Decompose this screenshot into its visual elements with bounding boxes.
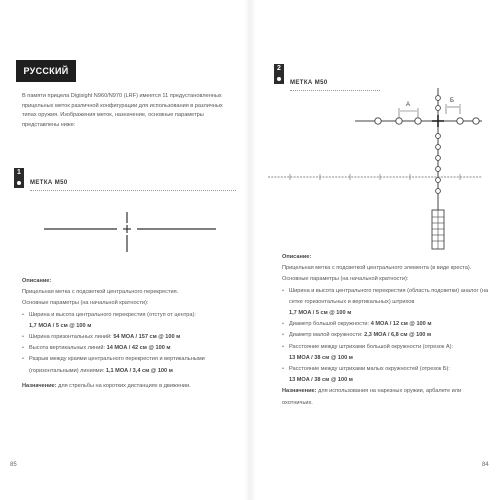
params-heading: Основные параметры (на начальной кратности): — [22, 300, 149, 307]
dimension-b-label: Б — [450, 98, 454, 104]
param-item: • Ширина горизонтальных линий: 54 MOA / 157 см @ 100 м — [22, 332, 240, 343]
page-number-left: 85 — [10, 462, 17, 468]
purpose-line — [22, 381, 240, 392]
param-item: • Расстояние между штрихами большой окружности (отрезок А): — [282, 342, 492, 353]
purpose-text: для использования на нарезных оружии, арбалете или охотничьих. — [282, 388, 462, 406]
description-heading: Описание: — [22, 278, 52, 284]
section-1-marker — [14, 168, 24, 188]
reticle-1-diagram — [40, 200, 230, 270]
description-line: Прицельная метка с подсветкой центрального перекрестия. — [22, 289, 179, 296]
purpose-label: Назначение: — [282, 388, 317, 395]
section-1-title: МЕТКА M50 — [30, 180, 68, 186]
section-1-number: 1 — [17, 169, 21, 176]
param-value: 13 MOA / 38 см @ 100 м — [289, 354, 353, 361]
reticle-2-diagram — [260, 80, 485, 255]
reticle-2-ladder-box — [432, 210, 444, 249]
param-item: • Высота вертикальных линий: 14 MOA / 42 см @ 100 м — [22, 343, 240, 354]
description-heading: Описание: — [282, 254, 312, 260]
param-value: 4 MOA / 12 см @ 100 м — [370, 321, 432, 328]
section-1-rule — [30, 190, 236, 191]
intro-paragraph: В памяти прицела Digisight N960/N970 (LRF) имеется 11 предустановленных прицельных меток различной конфигурации для использования в различных типах оружия. Изображения меток, назначение, основные параметры представлены ниже: — [22, 93, 223, 128]
params-heading: Основные параметры (на начальной кратности): — [282, 276, 409, 283]
param-item: • Ширина и высота центрального перекрестия (отступ от центра): — [22, 310, 240, 321]
param-item: • Диаметр малой окружности: 2,3 MOA / 6,8 см @ 100 м — [282, 330, 492, 341]
purpose-text: для стрельбы на коротких дистанциях в движении. — [58, 382, 191, 389]
section-2-title: МЕТКА M50 — [290, 80, 328, 86]
param-item: • Диаметр большой окружности: 4 MOA / 12 см @ 100 м — [282, 319, 492, 330]
param-value: 1,7 MOA / 5 см @ 100 м — [29, 322, 92, 329]
page-number-right: 84 — [482, 462, 489, 468]
param-item: • Ширина и высота центрального перекрестия (область подсветки) аналог (на сетке горизонтальных и вертикальных) штрихов — [282, 286, 492, 308]
page-gutter — [244, 0, 256, 500]
section-2-number: 2 — [277, 65, 281, 72]
section-1-description — [22, 276, 240, 392]
dot-icon — [17, 181, 21, 185]
section-2-description — [282, 252, 492, 409]
param-value: 1,1 MOA / 3,4 см @ 100 м — [105, 367, 173, 374]
purpose-label: Назначение: — [22, 382, 57, 389]
param-value: 2,3 MOA / 6,8 см @ 100 м — [364, 332, 432, 339]
param-value: 13 MOA / 38 см @ 100 м — [289, 377, 353, 384]
param-value: 54 MOA / 157 см @ 100 м — [113, 334, 181, 341]
reticle-2-small-circles — [436, 96, 441, 194]
param-value: 14 MOA / 42 см @ 100 м — [106, 345, 171, 352]
language-tab: РУССКИЙ — [16, 60, 76, 82]
dimension-b — [446, 98, 460, 114]
param-item: • Расстояние между штрихами малых окружностей (отрезок Б): — [282, 364, 492, 375]
param-item: • Разрыв между краями центрального перекрестия и вертикальными (горизонтальными) линиями: 1,1 MOA / 3,4 см @ 100 м — [22, 354, 240, 376]
dimension-a — [399, 102, 418, 118]
description-line: Прицельная метка с подсветкой центрального элемента (в виде креста). — [282, 265, 472, 272]
purpose-line — [282, 386, 492, 408]
param-value: 1,7 MOA / 5 см @ 100 м — [289, 310, 352, 317]
dimension-a-label: A — [406, 102, 411, 108]
